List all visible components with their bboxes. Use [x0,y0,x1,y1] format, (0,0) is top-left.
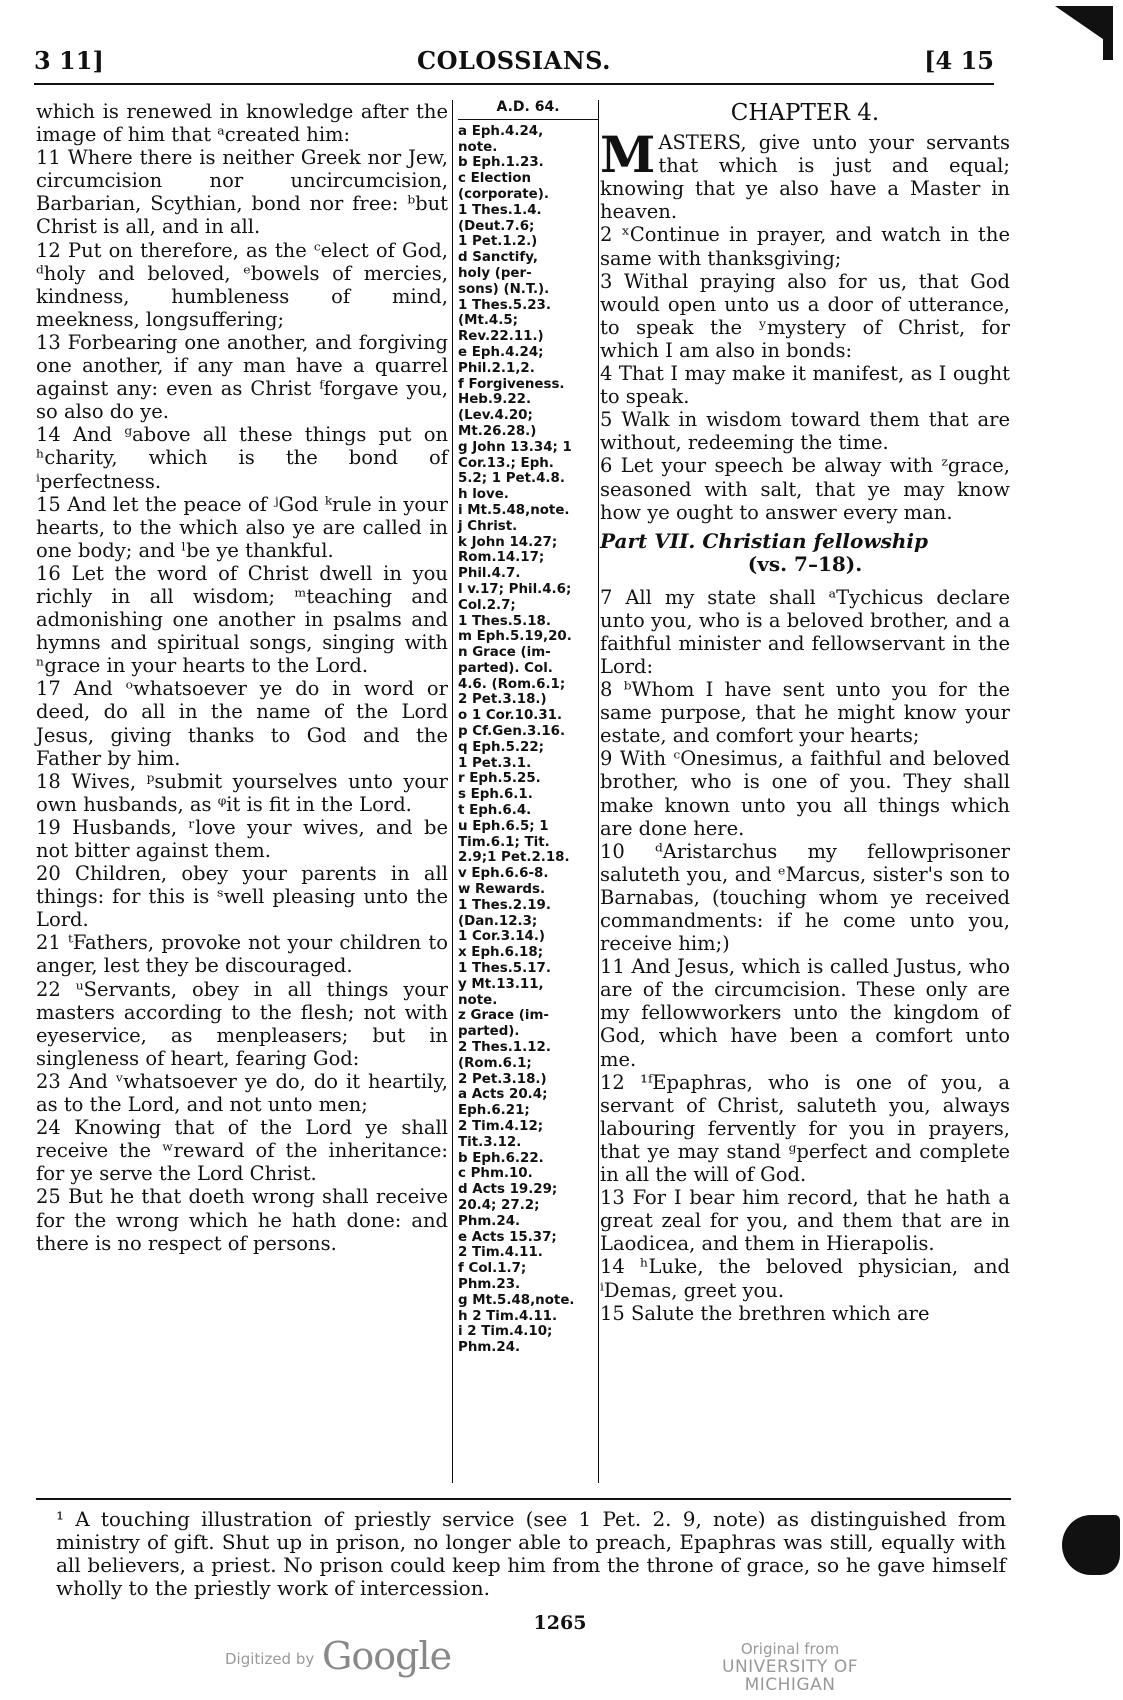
verse: 10 ᵈAristarchus my fellowprisoner saluteth you, and ᵉMarcus, sister's son to Barnabas, (touching whom ye received commandments: if he come unto you, receive him;) [600,839,1010,956]
reference-line: a Eph.4.24, [458,123,544,139]
reference-line: sons) (N.T.). [458,281,550,297]
reference-line: w Rewards. [458,882,546,898]
verse: which is renewed in knowledge after the image of him that ᵃcreated him: [36,100,448,147]
verse: 20 Children, obey your parents in all things: for this is ˢwell pleasing unto the Lord. [36,862,448,932]
page-title: COLOSSIANS. [416,45,612,75]
header-left: 3 11] [34,45,104,75]
reference-line: 2 Pet.3.18.) [458,1071,547,1087]
reference-line: 1 Thes.1.4. [458,202,542,218]
reference-line: g John 13.34; 1 [458,439,572,455]
column-divider-left [452,100,453,1483]
part-heading [600,530,1010,576]
reference-line: note. [458,139,498,155]
reference-line: 5.2; 1 Pet.4.8. [458,471,565,487]
page-header [34,42,994,78]
reference-line: Rom.14.17; [458,550,545,566]
reference-line: e Acts 15.37; [458,1229,557,1245]
reference-line: holy (per- [458,265,532,281]
scan-thumb-mark-icon [1062,1515,1120,1575]
reference-line: Phil.2.1,2. [458,360,535,376]
reference-line: (Deut.7.6; [458,218,535,234]
reference-line: g Mt.5.48,note. [458,1292,575,1308]
reference-line: (Dan.12.3; [458,913,538,929]
part-subtitle: (vs. 7–18). [747,551,863,576]
digitized-by-label: Digitized by [225,1650,315,1668]
reference-line: Mt.26.28.) [458,423,537,439]
page-number: 1265 [533,1612,587,1634]
verse: 13 For I bear him record, that he hath a great zeal for you, and them that are in Laodicea, and them in Hierapolis. [600,1186,1010,1256]
verse: 11 Where there is neither Greek nor Jew, circumcision nor uncircumcision, Barbarian, Scythian, bond nor free: ᵇbut Christ is all, and in all. [36,146,448,239]
header-rule [34,83,994,85]
reference-line: note. [458,992,498,1008]
reference-column [458,100,598,1356]
reference-line: 2.9;1 Pet.2.18. [458,850,570,866]
chapter-heading: CHAPTER 4. [730,100,880,126]
reference-line: e Eph.4.24; [458,344,544,360]
reference-line: q Eph.5.22; [458,739,544,755]
reference-line: n Grace (im- [458,645,551,661]
verse: 21 ᵗFathers, provoke not your children to anger, lest they be discouraged. [36,931,448,978]
reference-line: Phil.4.7. [458,566,521,582]
reference-line: k John 14.27; [458,534,558,550]
reference-line: h love. [458,487,509,503]
reference-line: p Cf.Gen.3.16. [458,724,566,740]
date-label: A.D. 64. [458,100,598,120]
reference-line: f Forgiveness. [458,376,565,392]
reference-line: 2 Tim.4.12; [458,1119,544,1134]
reference-line: Heb.9.22. [458,392,532,408]
left-column [36,100,448,1255]
reference-line: m Eph.5.19,20. [458,629,572,645]
verse: 25 But he that doeth wrong shall receive for the wrong which he hath done: and there is no respect of persons. [36,1185,448,1255]
reference-line: c Election [458,171,532,187]
verse: 22 ᵘServants, obey in all things your masters according to the flesh; not with eyeservice, as menpleasers; but in singleness of heart, fearing God: [36,977,448,1070]
reference-line: b Eph.1.23. [458,155,544,171]
reference-line: Tim.6.1; Tit. [458,834,550,850]
reference-line: u Eph.6.5; 1 [458,818,549,834]
reference-line: 4.6. (Rom.6.1; [458,676,566,692]
reference-line: s Eph.6.1. [458,787,533,803]
corner-stem-icon [1103,12,1113,60]
verse [600,125,1010,224]
reference-line: d Acts 19.29; [458,1182,558,1198]
reference-line: (Mt.4.5; [458,313,519,329]
original-from-label: Original from [740,1640,840,1658]
reference-line: b Eph.6.22. [458,1150,544,1166]
reference-line: 2 Pet.3.18.) [458,692,547,708]
reference-line: Phm.24. [458,1213,521,1229]
reference-line: x Eph.6.18; [458,945,544,961]
reference-line: t Eph.6.4. [458,803,532,819]
reference-line: c Phm.10. [458,1166,533,1182]
reference-line: 1 Pet.1.2.) [458,234,538,250]
verse: 5 Walk in wisdom toward them that are without, redeeming the time. [600,408,1010,455]
verse: 6 Let your speech be alway with ᶻgrace, seasoned with salt, that ye may know how ye ought to answer every man. [600,454,1010,524]
reference-line: parted). Col. [458,660,553,676]
right-column [600,100,1010,1325]
verse: 14 ʰLuke, the beloved physician, and ⁱDemas, greet you. [600,1255,1010,1302]
verse: 9 With ᶜOnesimus, a faithful and beloved brother, who is one of you. They shall make known unto you all things which are done here. [600,747,1010,840]
verse: 14 And ᵍabove all these things put on ʰcharity, which is the bond of ⁱperfectness. [36,423,448,493]
verse: 19 Husbands, ʳlove your wives, and be not bitter against them. [36,815,448,862]
reference-line: Col.2.7; [458,597,516,613]
verse: 4 That I may make it manifest, as I ought to speak. [600,362,1010,409]
reference-line: d Sanctify, [458,250,538,266]
reference-line: (corporate). [458,186,549,202]
verse: 3 Withal praying also for us, that God would open unto us a door of utterance, to speak the ʸmystery of Christ, for which I am also in bonds: [600,269,1010,362]
original-from [675,1640,905,1694]
reference-line: 1 Thes.5.17. [458,961,551,977]
reference-line: 1 Thes.5.18. [458,613,551,629]
column-divider-right [598,100,599,1483]
verse: 17 And ᵒwhatsoever ye do in word or deed, do all in the name of the Lord Jesus, giving thanks to God and the Father by him. [36,677,448,770]
reference-line: Cor.13.; Eph. [458,455,554,471]
reference-line: h 2 Tim.4.11. [458,1308,558,1324]
reference-line: Phm.23. [458,1276,521,1292]
verse-1-text: ASTERS, give unto your servants that which is just and equal; knowing that ye also have a Master in heaven. [600,131,1010,224]
drop-cap: M [600,125,656,185]
reference-line: 2 Thes.1.12. [458,1040,551,1056]
reference-line: j Christ. [458,518,518,534]
reference-line: 1 Pet.3.1. [458,755,532,771]
verse: 15 Salute the brethren which are [600,1301,930,1325]
reference-line: (Rom.6.1; [458,1055,532,1071]
reference-line: o 1 Cor.10.31. [458,708,563,724]
verse: 16 Let the word of Christ dwell in you richly in all wisdom; ᵐteaching and admonishing one another in psalms and hymns and spiritual songs, singing with ⁿgrace in your hearts to the Lord. [36,561,448,678]
reference-line: i Mt.5.48,note. [458,502,570,518]
verse: 23 And ᵛwhatsoever ye do, do it heartily, as to the Lord, and not unto men; [36,1069,448,1117]
reference-line: r Eph.5.25. [458,771,541,787]
reference-line: 1 Cor.3.14.) [458,929,546,945]
university-label: UNIVERSITY OF MICHIGAN [722,1657,858,1695]
verse: 11 And Jesus, which is called Justus, who are of the circumcision. These only are my fellowworkers unto the kingdom of God, which have been a comfort unto me. [600,955,1010,1071]
reference-line: 1 Thes.5.23. [458,297,551,313]
verse: 15 And let the peace of ʲGod ᵏrule in your hearts, to the which also ye are called in one body; and ˡbe ye thankful. [36,492,448,562]
verse: 2 ˣContinue in prayer, and watch in the same with thanksgiving; [600,223,1010,270]
reference-line: l v.17; Phil.4.6; [458,581,572,597]
part-title: Part VII. Christian fellowship [600,528,928,553]
footnote: ¹ A touching illustration of priestly service (see 1 Pet. 2. 9, note) as distinguished from ministry of gift. Shut up in prison, no longer able to preach, Epaphras was still, equally with all believers, a priest. No prison could keep him from the throne of grace, so he gave himself wholly to the priestly work of intercession. [56,1507,1006,1600]
reference-line: Rev.22.11.) [458,329,544,345]
reference-line: (Lev.4.20; [458,408,533,424]
reference-line: parted). [458,1024,520,1040]
verse: 18 Wives, ᵖsubmit yourselves unto your own husbands, as ᵠit is fit in the Lord. [36,769,448,816]
reference-line: v Eph.6.6-8. [458,866,549,882]
verse: 8 ᵇWhom I have sent unto you for the same purpose, that he might know your estate, and comfort your hearts; [600,678,1010,748]
reference-line: a Acts 20.4; [458,1087,548,1103]
verse: 13 Forbearing one another, and forgiving one another, if any man have a quarrel against any: even as Christ ᶠforgave you, so also do ye. [36,330,448,424]
verse: 12 Put on therefore, as the ᶜelect of God, ᵈholy and beloved, ᵉbowels of mercies, kindness, humbleness of mind, meekness, longsuffering; [36,238,448,331]
reference-line: Tit.3.12. [458,1134,522,1150]
verse: 24 Knowing that of the Lord ye shall receive the ʷreward of the inheritance: for ye serve the Lord Christ. [36,1116,448,1186]
reference-line: 2 Tim.4.11. [458,1245,543,1261]
reference-line: Eph.6.21; [458,1103,530,1119]
reference-list [458,124,598,1356]
reference-line: i 2 Tim.4.10; [458,1324,553,1340]
google-logo: Google [322,1634,452,1678]
reference-line: z Grace (im- [458,1008,549,1024]
reference-line: f Col.1.7; [458,1261,527,1277]
header-right: [4 15 [924,45,994,75]
reference-line: 1 Thes.2.19. [458,897,551,913]
footnote-rule [36,1498,1011,1500]
reference-line: 20.4; 27.2; [458,1197,540,1213]
verse: 7 All my state shall ᵃTychicus declare unto you, who is a beloved brother, and a faithful minister and fellowservant in the Lord: [600,585,1010,678]
reference-line: y Mt.13.11, [458,976,544,992]
reference-line: Phm.24. [458,1340,521,1356]
verse: 12 ¹ᶠEpaphras, who is one of you, a servant of Christ, saluteth you, always labouring fervently for you in prayers, that ye may stand ᵍperfect and complete in all the will of God. [600,1070,1010,1187]
